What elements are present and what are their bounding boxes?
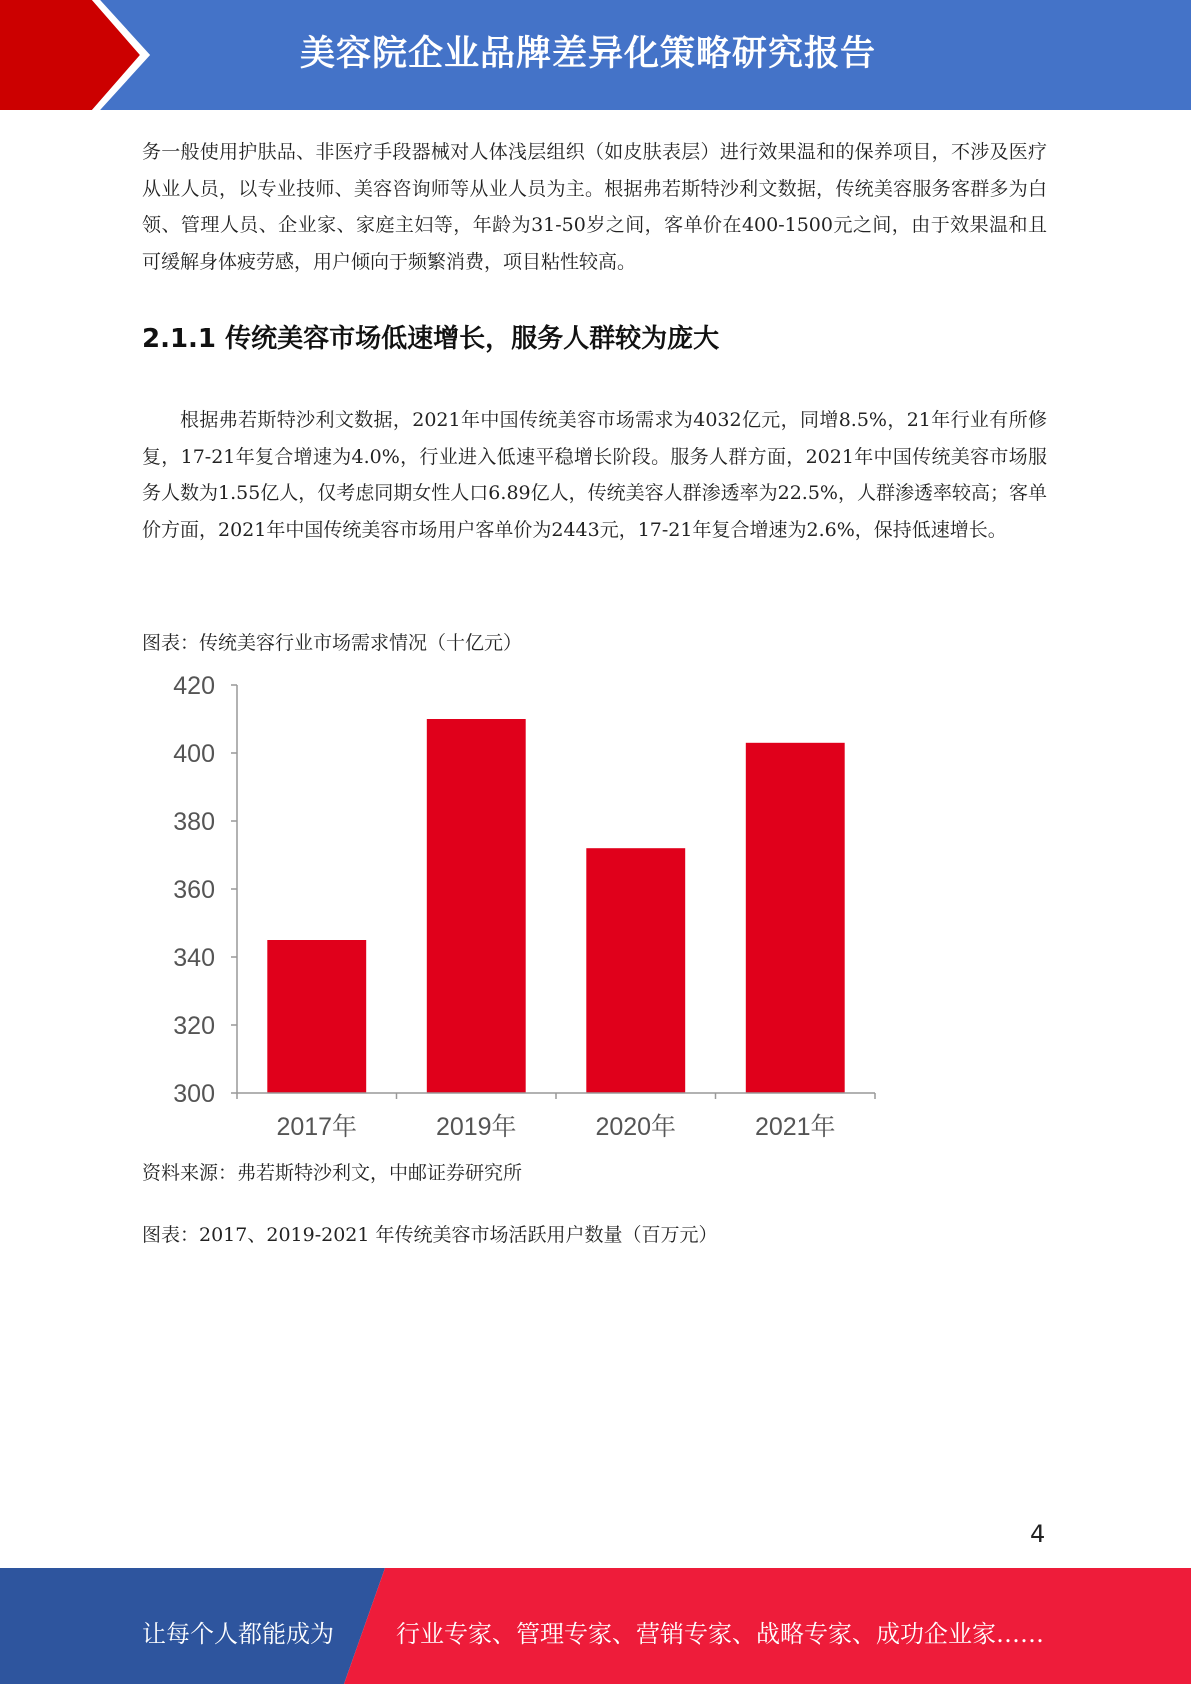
y-tick-label: 420: [173, 672, 215, 700]
y-tick-label: 320: [173, 1012, 215, 1040]
section-paragraph: 根据弗若斯特沙利文数据，2021年中国传统美容市场需求为4032亿元，同增8.5%，21年行业有所修复，17-21年复合增速为4.0%，行业进入低速平稳增长阶段。服务人群方面，2021年中国传统美容市场服务人数为1.55亿人，仅考虑同期女性人口6.89亿人，传统美容人群渗透率为22.5%，人群渗透率较高；客单价方面，2021年中国传统美容市场用户客单价为2443元，17-21年复合增速为2.6%，保持低速增长。: [142, 409, 1047, 541]
figure1-caption: 图表：传统美容行业市场需求情况（十亿元）: [142, 632, 523, 654]
footer-slogan: 让每个人都能成为: [142, 1620, 334, 1648]
page-number: 4: [1030, 1520, 1046, 1548]
footer-roles: 行业专家、管理专家、营销专家、战略专家、成功企业家……: [396, 1620, 1044, 1648]
page-header: [0, 0, 1191, 110]
bar-2017年: [267, 940, 366, 1093]
market-demand-chart: [142, 660, 902, 1154]
x-tick-label: 2019年: [435, 1113, 517, 1141]
y-tick-label: 400: [173, 740, 215, 768]
page-footer: [0, 1568, 1191, 1684]
bar-2021年: [746, 743, 845, 1093]
x-tick-label: 2020年: [595, 1113, 677, 1141]
section-heading: 2.1.1 传统美容市场低速增长，服务人群较为庞大: [142, 324, 720, 354]
bar-2019年: [427, 719, 526, 1093]
y-tick-label: 360: [173, 876, 215, 904]
x-tick-label: 2021年: [754, 1113, 836, 1141]
figure1-source: 资料来源：弗若斯特沙利文，中邮证券研究所: [142, 1162, 523, 1184]
x-tick-label: 2017年: [276, 1113, 358, 1141]
y-tick-label: 380: [173, 808, 215, 836]
y-tick-label: 300: [173, 1080, 215, 1108]
bar-chart-svg: [142, 660, 902, 1150]
intro-paragraph: 务一般使用护肤品、非医疗手段器械对人体浅层组织（如皮肤表层）进行效果温和的保养项目，不涉及医疗从业人员，以专业技师、美容咨询师等从业人员为主。根据弗若斯特沙利文数据，传统美容服务客群多为白领、管理人员、企业家、家庭主妇等，年龄为31-50岁之间，客单价在400-1500元之间，由于效果温和且可缓解身体疲劳感，用户倾向于频繁消费，项目粘性较高。: [142, 141, 1047, 273]
bar-2020年: [586, 848, 685, 1093]
y-tick-label: 340: [173, 944, 215, 972]
report-title: 美容院企业品牌差异化策略研究报告: [300, 34, 877, 74]
figure2-caption: 图表：2017、2019-2021 年传统美容市场活跃用户数量（百万元）: [142, 1224, 718, 1246]
